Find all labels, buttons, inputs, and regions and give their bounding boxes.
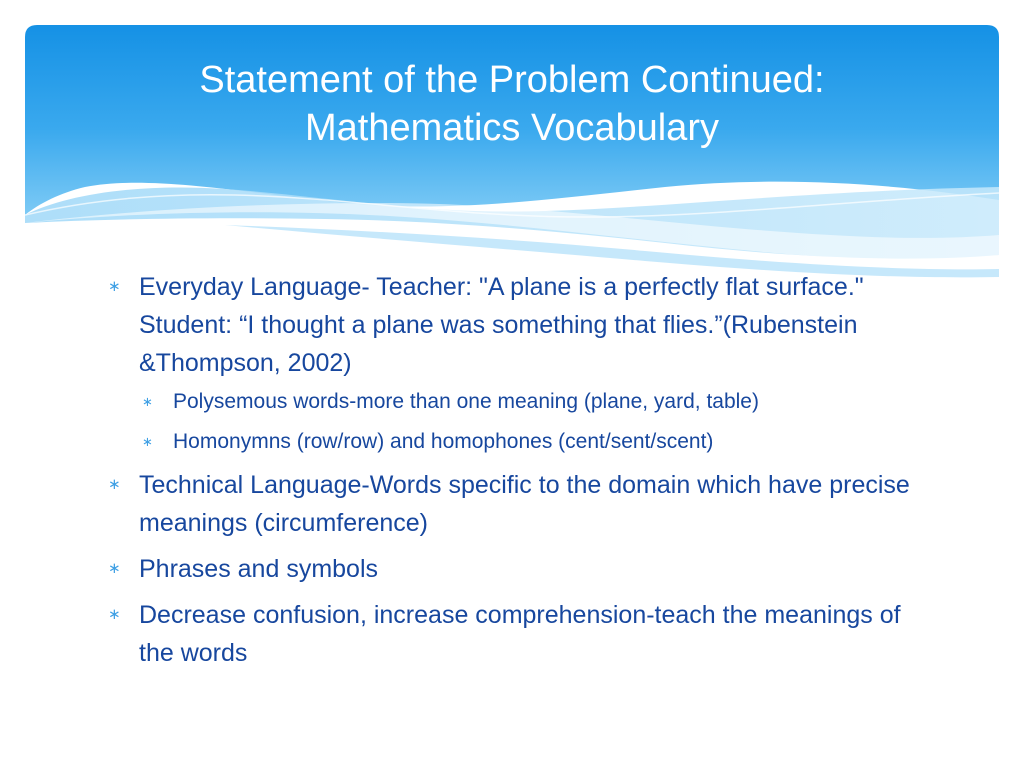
asterisk-bullet-icon: ∗ bbox=[142, 434, 153, 449]
slide-title-line-1: Statement of the Problem Continued: bbox=[199, 59, 825, 101]
asterisk-bullet-icon: ∗ bbox=[108, 606, 121, 623]
slide-title bbox=[25, 56, 999, 152]
asterisk-bullet-icon: ∗ bbox=[108, 560, 121, 577]
sub-bullet-text: Homonymns (row/row) and homophones (cent/sent/scent) bbox=[173, 430, 714, 453]
slide-title-line-2: Mathematics Vocabulary bbox=[305, 107, 719, 149]
bullet-item bbox=[108, 550, 928, 588]
asterisk-bullet-icon: ∗ bbox=[108, 476, 121, 493]
sub-bullet-item bbox=[108, 426, 928, 458]
bullet-list bbox=[108, 268, 928, 680]
sub-bullet-list bbox=[108, 386, 928, 458]
asterisk-bullet-icon: ∗ bbox=[108, 278, 121, 295]
asterisk-bullet-icon: ∗ bbox=[142, 394, 153, 409]
bullet-item bbox=[108, 268, 928, 382]
bullet-item bbox=[108, 466, 928, 542]
bullet-item bbox=[108, 596, 928, 672]
sub-bullet-item bbox=[108, 386, 928, 418]
bullet-text: Everyday Language- Teacher: "A plane is a perfectly flat surface." Student: “I thought a plane was something that flies.”(Rubenstein &Thompson, 2002) bbox=[139, 273, 864, 377]
bullet-text: Decrease confusion, increase comprehension-teach the meanings of the words bbox=[139, 601, 901, 667]
bullet-text: Technical Language-Words specific to the domain which have precise meanings (circumference) bbox=[139, 471, 910, 537]
sub-bullet-text: Polysemous words-more than one meaning (plane, yard, table) bbox=[173, 390, 759, 413]
bullet-text: Phrases and symbols bbox=[139, 555, 379, 583]
